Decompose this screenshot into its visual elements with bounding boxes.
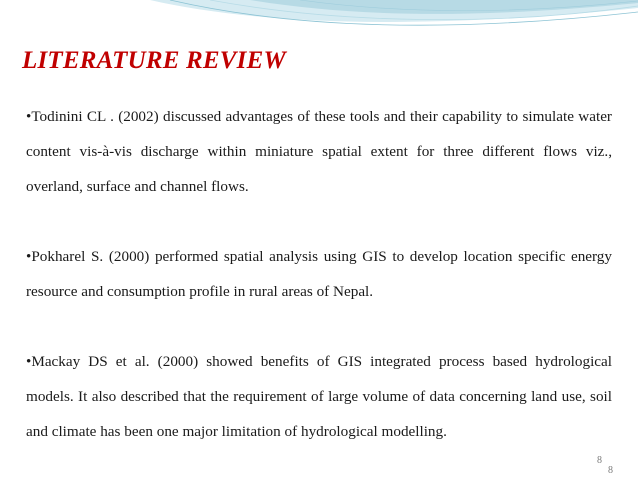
page-number-footer: 8 <box>608 465 613 476</box>
reference-paragraph-todinini: •Todinini CL . (2002) discussed advantages of these tools and their capability to simulate water content vis-à-vis discharge within miniature spatial extent for three different flows viz., overland, surface and channel flows. <box>26 108 612 195</box>
reference-paragraph-pokharel: •Pokharel S. (2000) performed spatial analysis using GIS to develop location specific energy resource and consumption profile in rural areas of Nepal. <box>26 248 612 300</box>
reference-paragraph-mackay: •Mackay DS et al. (2000) showed benefits of GIS integrated process based hydrological models. It also described that the requirement of large volume of data concerning land use, soil and climate has been one major limitation of hydrological modelling. <box>26 353 612 440</box>
page-number: 8 <box>597 455 602 466</box>
slide-title: LITERATURE REVIEW <box>22 47 286 74</box>
body-text <box>26 99 612 449</box>
